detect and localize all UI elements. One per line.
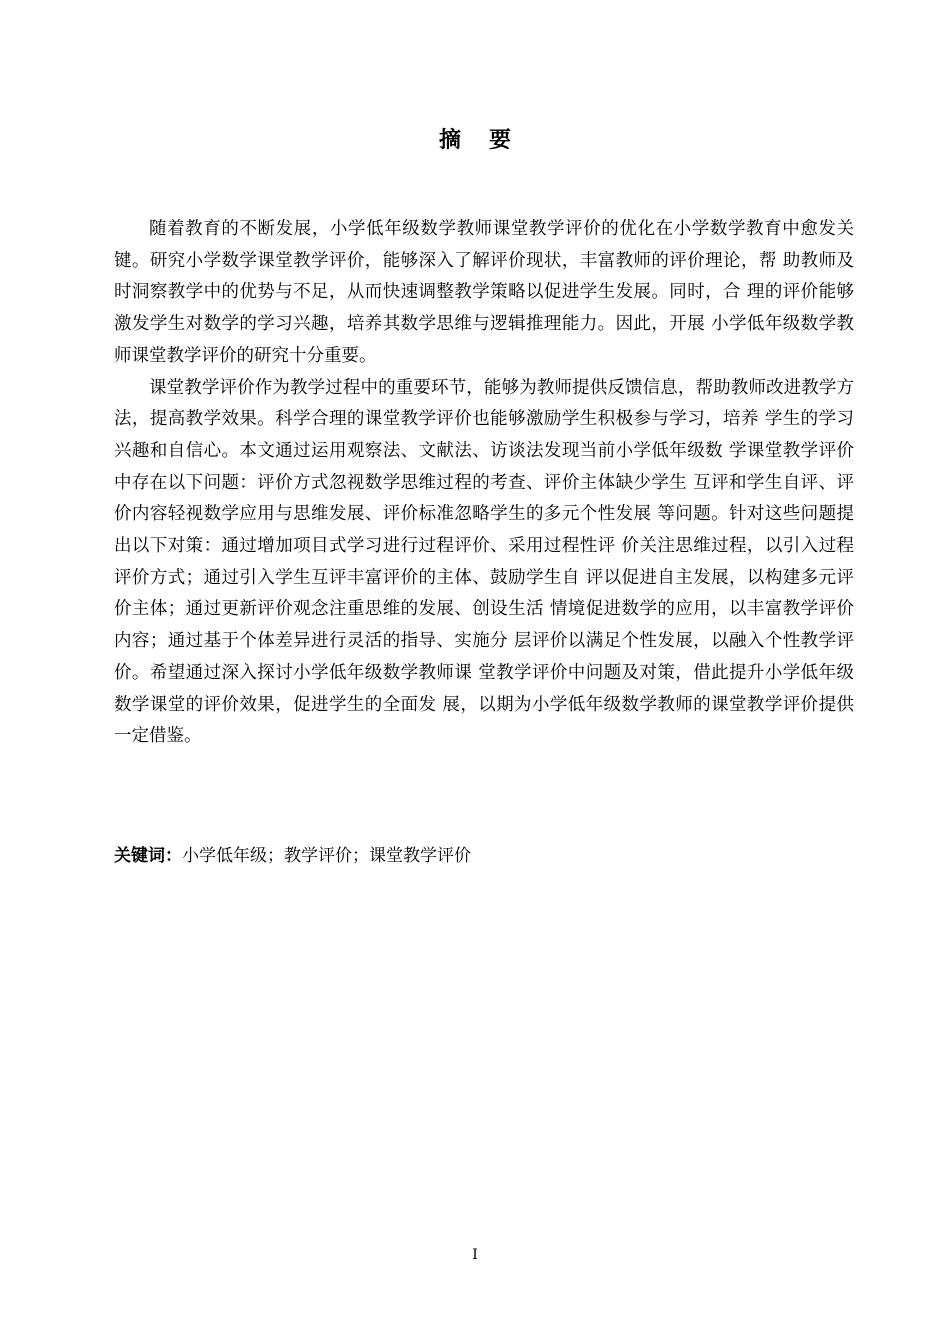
abstract-title-char-1: 摘 (438, 128, 461, 153)
keywords-value: 小学低年级；教学评价；课堂教学评价 (182, 846, 471, 866)
keywords-label: 关键词： (114, 846, 182, 866)
abstract-body (114, 214, 854, 753)
page-number: I (472, 1247, 478, 1263)
abstract-title-char-2: 要 (489, 128, 512, 153)
keywords-line (114, 842, 471, 870)
abstract-paragraph-2: 课堂教学评价作为教学过程中的重要环节，能够为教师提供反馈信息，帮助教师改进教学方法，提高教学效果。科学合理的课堂教学评价也能够激励学生积极参与学习，培养 学生的学习兴趣和自信心。本文通过运用观察法、文献法、访谈法发现当前小学低年级数 学课堂教学评价中存在以下问题：评价方式忽视数学思维过程的考查、评价主体缺少学生 互评和学生自评、评价内容轻视数学应用与思维发展、评价标准忽略学生的多元个性发展 等问题。针对这些问题提出以下对策：通过增加项目式学习进行过程评价、采用过程性评 价关注思维过程，以引入过程评价方式；通过引入学生互评丰富评价的主体、鼓励学生自 评以促进自主发展，以构建多元评价主体；通过更新评价观念注重思维的发展、创设生活 情境促进数学的应用，以丰富教学评价内容；通过基于个体差异进行灵活的指导、实施分 层评价以满足个性发展，以融入个性教学评价。希望通过深入探讨小学低年级数学教师课 堂教学评价中问题及对策，借此提升小学低年级数学课堂的评价效果，促进学生的全面发 展，以期为小学低年级数学教师的课堂教学评价提供一定借鉴。 (114, 377, 854, 747)
abstract-paragraph-1: 随着教育的不断发展，小学低年级数学教师课堂教学评价的优化在小学数学教育中愈发关键。研究小学数学课堂教学评价，能够深入了解评价现状，丰富教师的评价理论，帮 助教师及时洞察教学中的优势与不足，从而快速调整教学策略以促进学生发展。同时，合 理的评价能够激发学生对数学的学习兴趣，培养其数学思维与逻辑推理能力。因此，开展 小学低年级数学教师课堂教学评价的研究十分重要。 (114, 219, 854, 366)
abstract-title (0, 123, 950, 154)
